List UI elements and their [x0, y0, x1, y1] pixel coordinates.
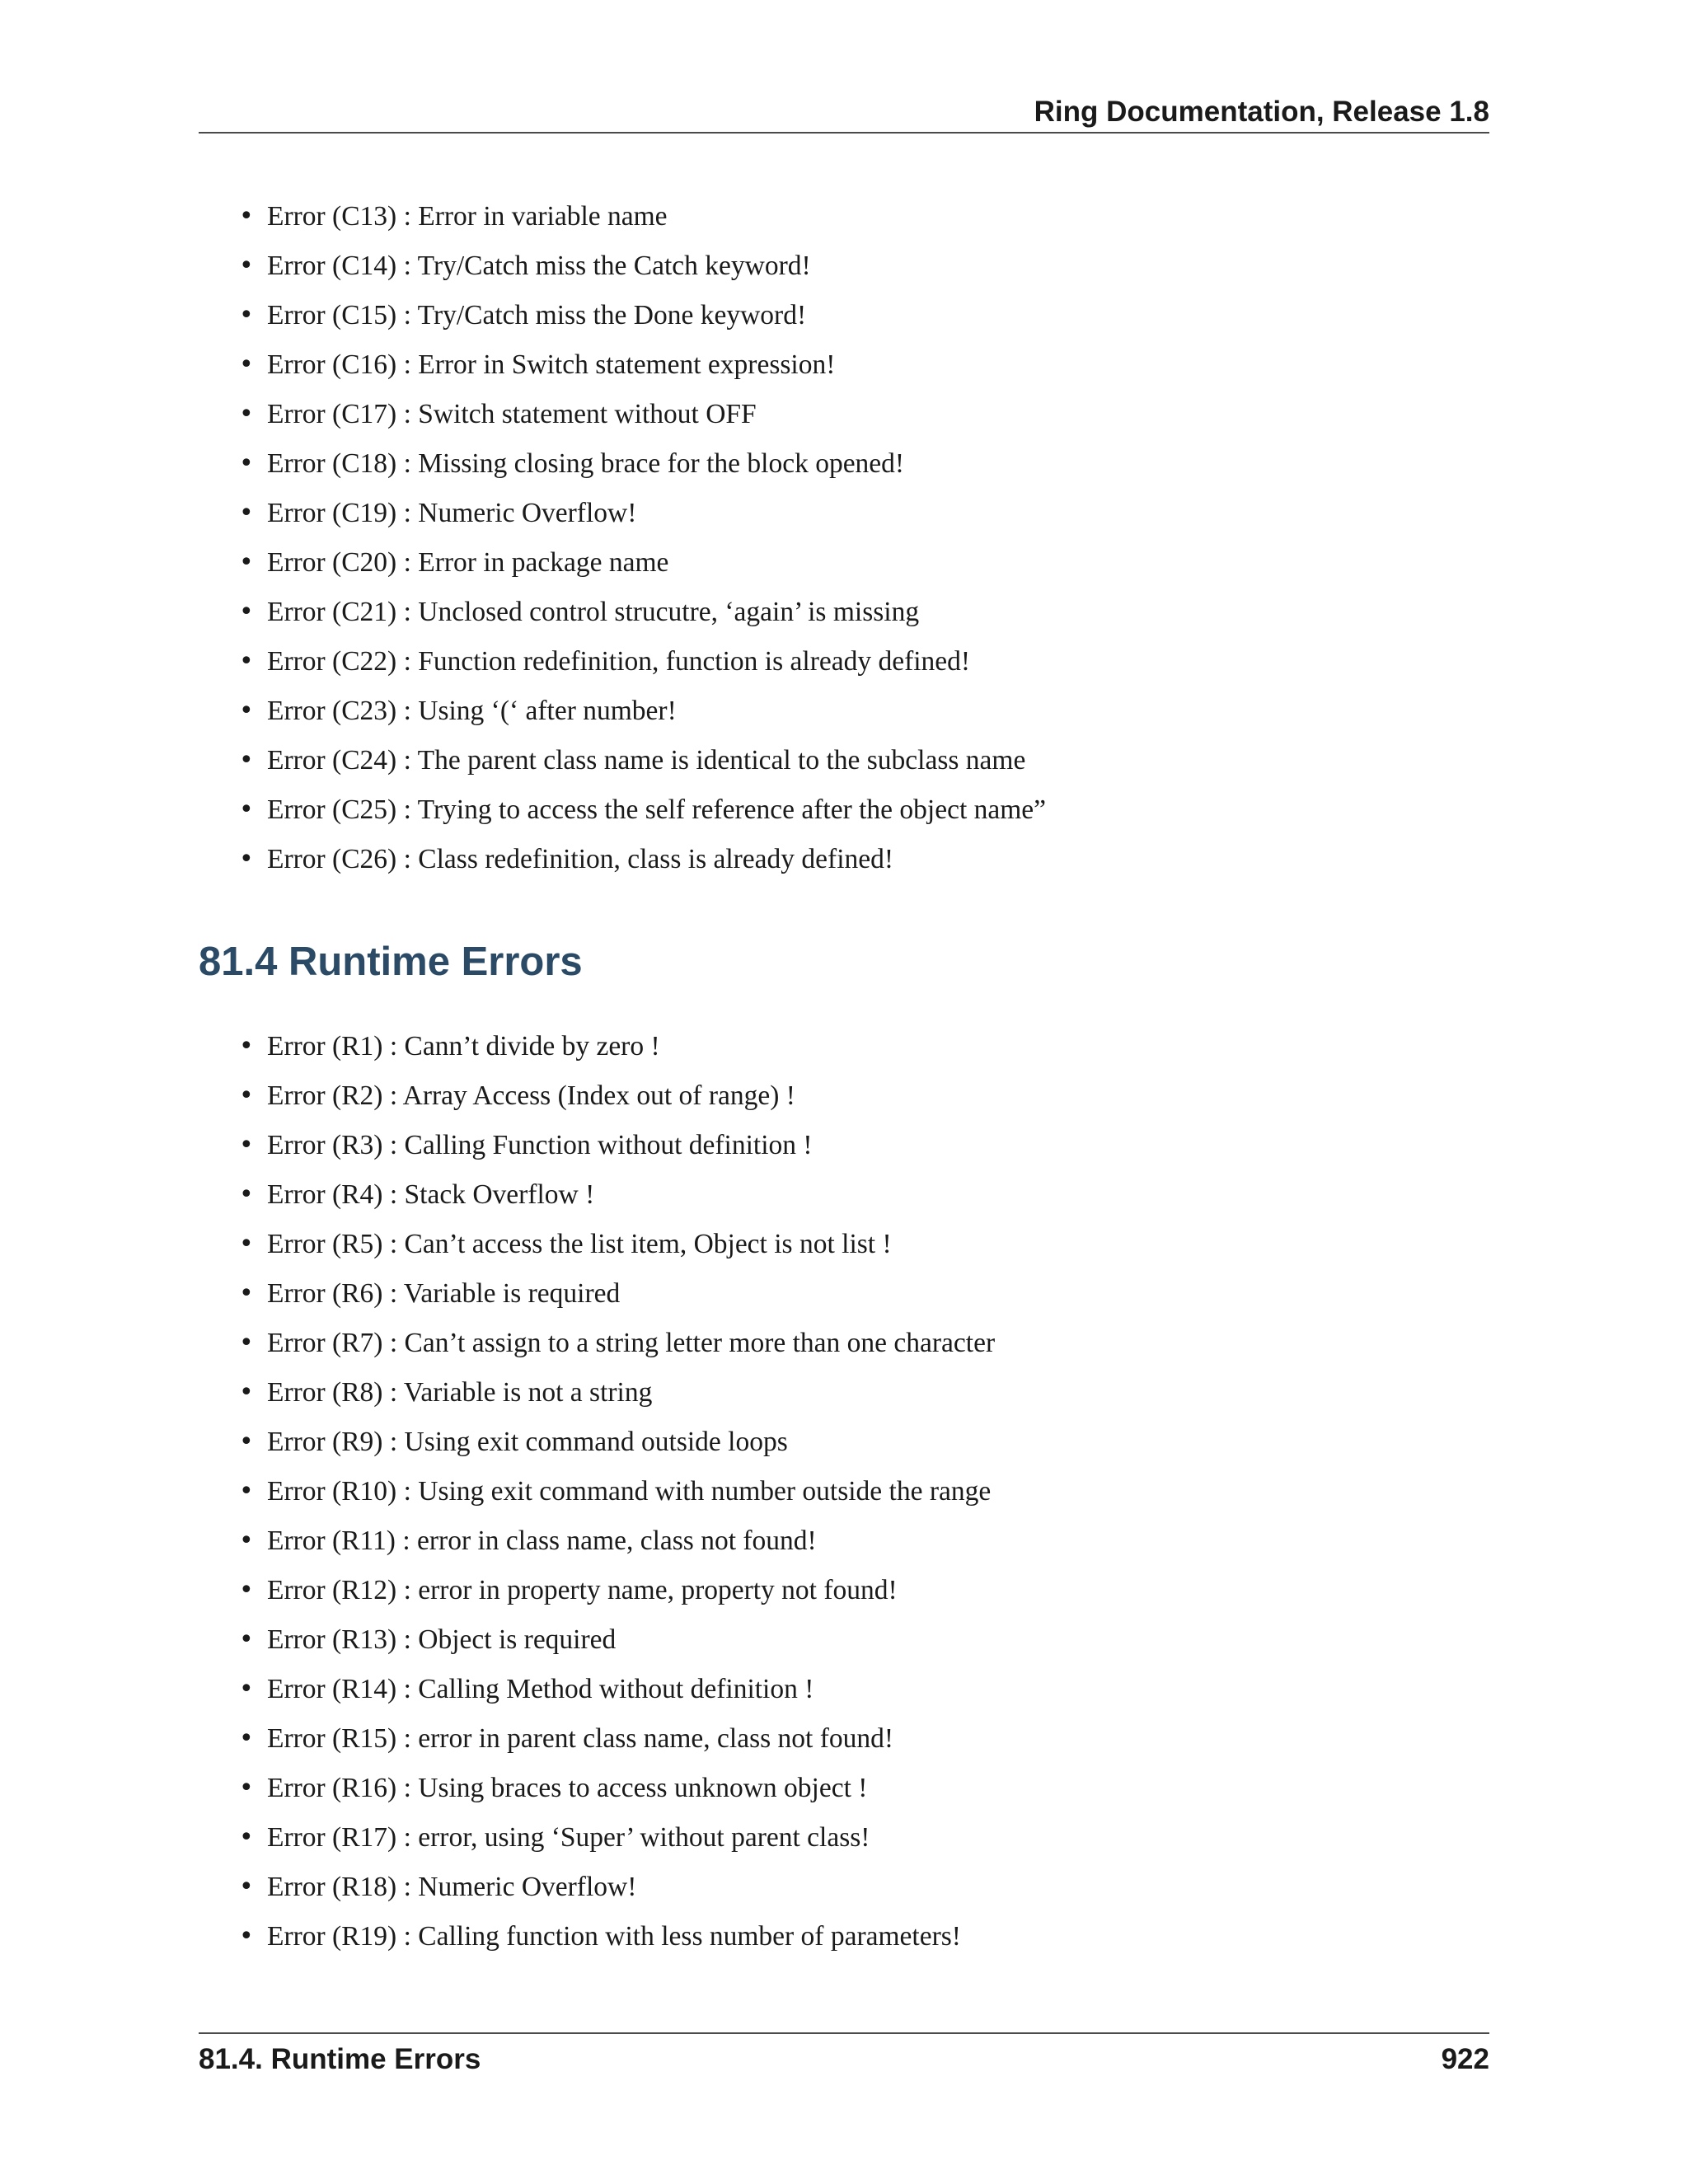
error-message: Error (R3) : Calling Function without definition !	[267, 1130, 813, 1160]
bullet-icon: •	[239, 1230, 254, 1258]
error-message: Error (R12) : error in property name, property not found!	[267, 1575, 898, 1605]
bullet-icon: •	[239, 1675, 254, 1704]
bullet-icon: •	[239, 746, 254, 775]
error-message: Error (R15) : error in parent class name, class not found!	[267, 1723, 894, 1754]
error-message: Error (R9) : Using exit command outside loops	[267, 1427, 788, 1457]
bullet-icon: •	[239, 400, 254, 429]
error-message: Error (R7) : Can’t assign to a string letter more than one character	[267, 1328, 996, 1358]
error-message: Error (R4) : Stack Overflow !	[267, 1179, 595, 1210]
bullet-icon: •	[239, 1477, 254, 1506]
bullet-icon: •	[239, 1427, 254, 1456]
bullet-icon: •	[239, 202, 254, 231]
page-header	[199, 92, 1489, 134]
bullet-icon: •	[239, 647, 254, 676]
bullet-icon: •	[239, 795, 254, 824]
bullet-icon: •	[239, 1131, 254, 1160]
error-message: Error (R17) : error, using ‘Super’ without parent class!	[267, 1822, 870, 1853]
bullet-icon: •	[239, 1180, 254, 1209]
bullet-icon: •	[239, 1872, 254, 1901]
error-message: Error (C13) : Error in variable name	[267, 201, 668, 232]
bullet-icon: •	[239, 1922, 254, 1951]
error-message: Error (R8) : Variable is not a string	[267, 1377, 653, 1408]
error-message: Error (R1) : Cann’t divide by zero !	[267, 1031, 660, 1062]
bullet-icon: •	[239, 1329, 254, 1357]
error-message: Error (R19) : Calling function with less number of parameters!	[267, 1921, 961, 1952]
bullet-icon: •	[239, 1279, 254, 1308]
bullet-icon: •	[239, 548, 254, 577]
error-message: Error (C17) : Switch statement without OFF	[267, 399, 757, 429]
error-message: Error (C25) : Trying to access the self reference after the object name”	[267, 794, 1047, 825]
error-message: Error (C20) : Error in package name	[267, 547, 669, 578]
error-message: Error (R5) : Can’t access the list item, Object is not list !	[267, 1229, 892, 1259]
footer-section-title: 81.4. Runtime Errors	[199, 2043, 481, 2075]
document-title: Ring Documentation, Release 1.8	[1034, 96, 1489, 128]
bullet-icon: •	[239, 1576, 254, 1605]
bullet-icon: •	[239, 598, 254, 626]
error-message: Error (R16) : Using braces to access unknown object !	[267, 1773, 868, 1803]
error-message: Error (R18) : Numeric Overflow!	[267, 1872, 637, 1902]
error-message: Error (C14) : Try/Catch miss the Catch keyword!	[267, 251, 811, 281]
error-message: Error (C16) : Error in Switch statement expression!	[267, 349, 836, 380]
error-message: Error (R2) : Array Access (Index out of range) !	[267, 1080, 795, 1111]
error-message: Error (C22) : Function redefinition, function is already defined!	[267, 646, 971, 677]
bullet-icon: •	[239, 1823, 254, 1852]
bullet-icon: •	[239, 1032, 254, 1061]
error-message: Error (C26) : Class redefinition, class is already defined!	[267, 844, 894, 874]
bullet-icon: •	[239, 1081, 254, 1110]
bullet-icon: •	[239, 1774, 254, 1802]
error-message: Error (R14) : Calling Method without definition !	[267, 1674, 814, 1704]
bullet-icon: •	[239, 499, 254, 527]
bullet-icon: •	[239, 301, 254, 330]
error-message: Error (R11) : error in class name, class not found!	[267, 1526, 817, 1556]
section-heading: 81.4 Runtime Errors	[199, 940, 583, 984]
bullet-icon: •	[239, 1724, 254, 1753]
bullet-icon: •	[239, 350, 254, 379]
error-message: Error (R6) : Variable is required	[267, 1278, 621, 1309]
bullet-icon: •	[239, 1378, 254, 1407]
error-message: Error (C23) : Using ‘(‘ after number!	[267, 696, 677, 726]
page-number: 922	[1441, 2043, 1489, 2075]
bullet-icon: •	[239, 251, 254, 280]
error-message: Error (C18) : Missing closing brace for the block opened!	[267, 448, 905, 479]
bullet-icon: •	[239, 449, 254, 478]
error-message: Error (C21) : Unclosed control strucutre, ‘again’ is missing	[267, 597, 920, 627]
bullet-icon: •	[239, 1625, 254, 1654]
error-message: Error (C19) : Numeric Overflow!	[267, 498, 637, 528]
error-message: Error (R10) : Using exit command with number outside the range	[267, 1476, 992, 1507]
page-footer	[199, 2032, 1489, 2087]
error-message: Error (C24) : The parent class name is identical to the subclass name	[267, 745, 1026, 776]
bullet-icon: •	[239, 845, 254, 874]
bullet-icon: •	[239, 1526, 254, 1555]
error-message: Error (R13) : Object is required	[267, 1624, 617, 1655]
bullet-icon: •	[239, 696, 254, 725]
error-message: Error (C15) : Try/Catch miss the Done keyword!	[267, 300, 807, 330]
